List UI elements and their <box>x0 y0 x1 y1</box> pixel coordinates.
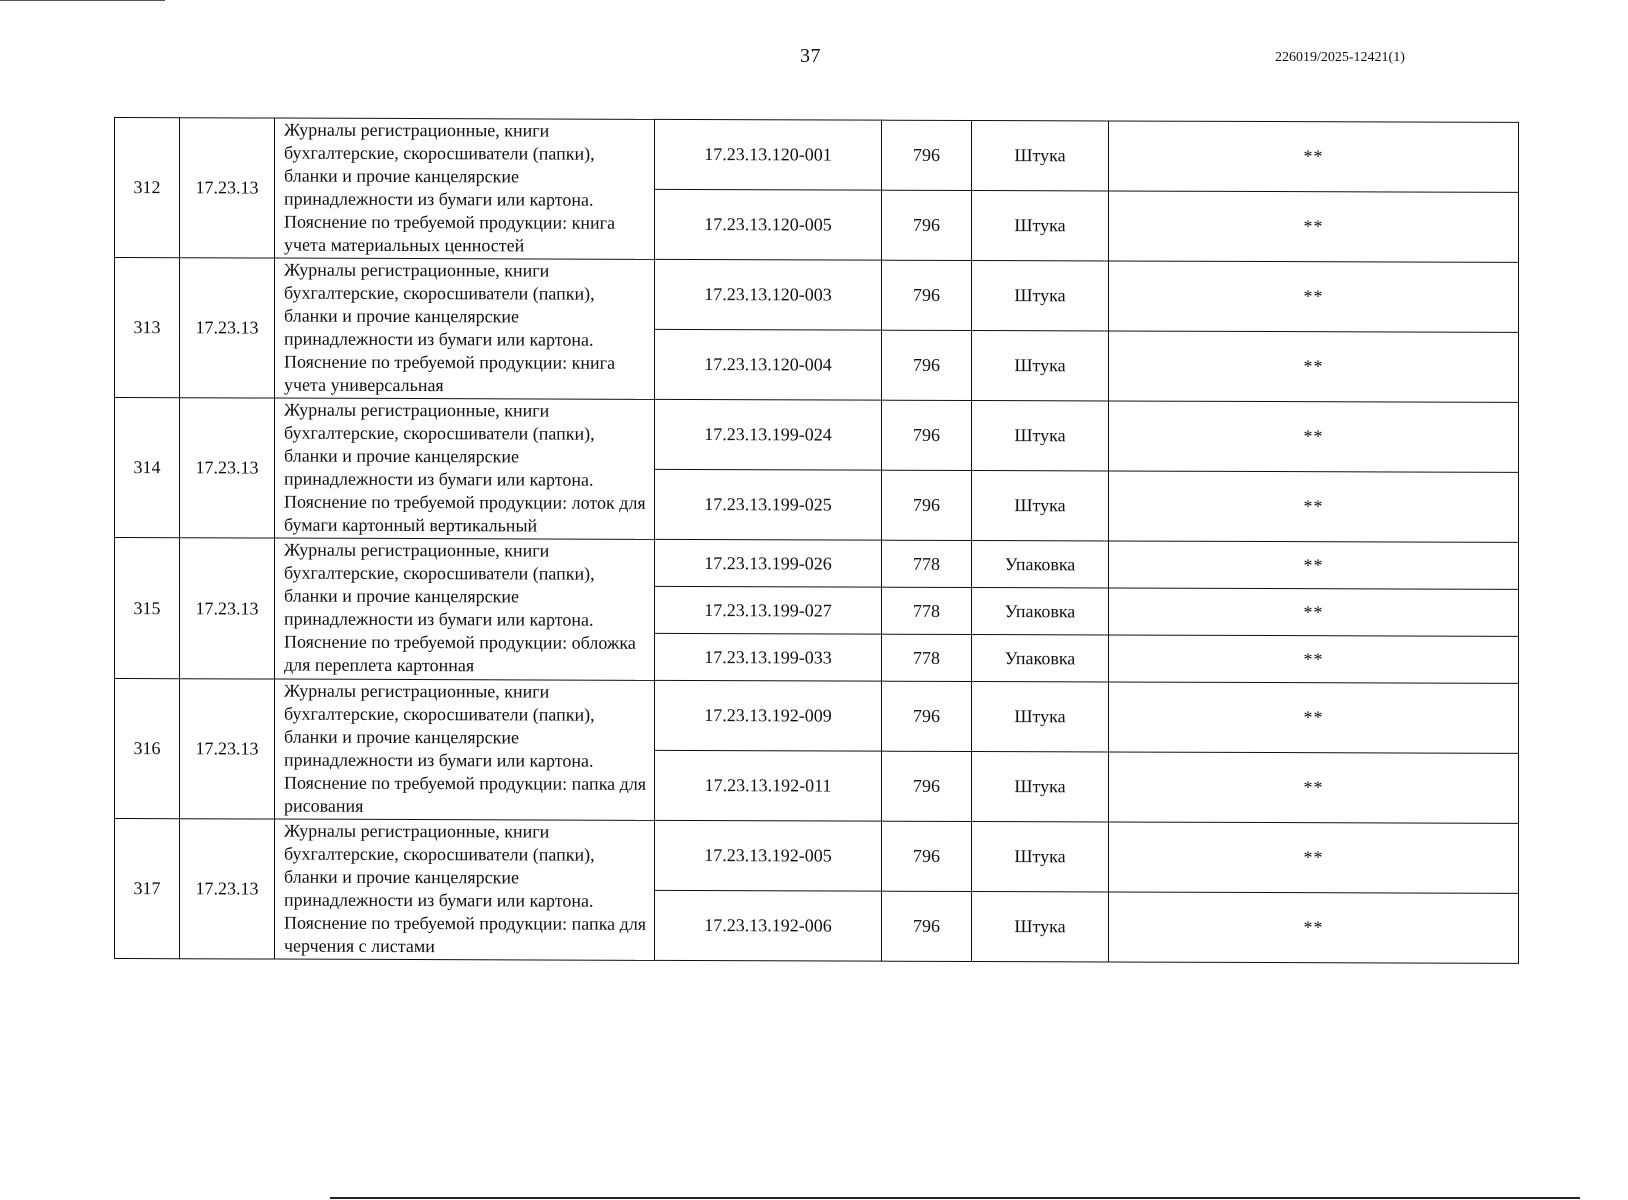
okpd-code-cell: 17.23.13 <box>180 538 275 679</box>
row-number-cell: 315 <box>115 538 180 679</box>
unit-cell: Упаковка <box>972 587 1109 634</box>
ktru-code-cell: 17.23.13.120-005 <box>655 189 882 260</box>
unit-cell: Упаковка <box>972 634 1109 681</box>
okpd-code-cell: 17.23.13 <box>180 679 275 819</box>
ktru-code-cell: 17.23.13.120-003 <box>655 259 882 330</box>
ktru-code-cell: 17.23.13.192-006 <box>655 890 882 961</box>
scan-edge-bottom <box>330 1197 1580 1199</box>
table-row <box>115 118 1519 193</box>
okei-code-cell: 778 <box>882 587 972 634</box>
row-number-cell: 316 <box>115 679 180 819</box>
document-id: 226019/2025-12421(1) <box>1275 50 1405 65</box>
requirements-cell: ** <box>1109 121 1519 192</box>
row-number-cell: 313 <box>115 258 180 398</box>
description-cell: Журналы регистрационные, книги бухгалтерские, скоросшиватели (папки), бланки и прочие канцелярские принадлежности из бумаги или картона. Пояснение по требуемой продукции: папка для черчения с листами <box>275 819 655 960</box>
okei-code-cell: 796 <box>882 821 972 891</box>
ktru-code-cell: 17.23.13.199-027 <box>655 586 882 634</box>
okei-code-cell: 778 <box>882 540 972 587</box>
unit-cell: Штука <box>972 751 1109 821</box>
okei-code-cell: 796 <box>882 190 972 260</box>
requirements-cell: ** <box>1109 191 1519 262</box>
description-cell: Журналы регистрационные, книги бухгалтерские, скоросшиватели (папки), бланки и прочие канцелярские принадлежности из бумаги или картона. Пояснение по требуемой продукции: папка для рисования <box>275 679 655 820</box>
description-cell: Журналы регистрационные, книги бухгалтерские, скоросшиватели (папки), бланки и прочие канцелярские принадлежности из бумаги или картона. Пояснение по требуемой продукции: книга учета универсальная <box>275 258 655 399</box>
description-cell: Журналы регистрационные, книги бухгалтерские, скоросшиватели (папки), бланки и прочие канцелярские принадлежности из бумаги или картона. Пояснение по требуемой продукции: лоток для бумаги картонный вертикальный <box>275 398 655 539</box>
okpd-code-cell: 17.23.13 <box>180 258 275 398</box>
ktru-code-cell: 17.23.13.120-004 <box>655 329 882 400</box>
okei-code-cell: 796 <box>882 330 972 400</box>
unit-cell: Штука <box>972 470 1109 540</box>
unit-cell: Штука <box>972 400 1109 470</box>
okpd-code-cell: 17.23.13 <box>180 398 275 538</box>
table-row <box>115 819 1519 894</box>
okei-code-cell: 796 <box>882 891 972 961</box>
ktru-code-cell: 17.23.13.120-001 <box>655 119 882 190</box>
table-row <box>115 258 1519 333</box>
requirements-cell: ** <box>1109 401 1519 472</box>
okei-code-cell: 778 <box>882 634 972 681</box>
requirements-cell: ** <box>1109 682 1519 753</box>
ktru-code-cell: 17.23.13.199-024 <box>655 399 882 470</box>
requirements-cell: ** <box>1109 588 1519 636</box>
table-row <box>115 679 1519 754</box>
description-cell: Журналы регистрационные, книги бухгалтерские, скоросшиватели (папки), бланки и прочие канцелярские принадлежности из бумаги или картона. Пояснение по требуемой продукции: книга учета материальных ценностей <box>275 118 655 259</box>
scan-edge-top <box>0 0 165 1</box>
unit-cell: Штука <box>972 190 1109 260</box>
table-row <box>115 398 1519 473</box>
row-number-cell: 312 <box>115 118 180 258</box>
ktru-code-cell: 17.23.13.199-033 <box>655 633 882 681</box>
unit-cell: Упаковка <box>972 540 1109 587</box>
ktru-code-cell: 17.23.13.199-026 <box>655 539 882 587</box>
ktru-code-cell: 17.23.13.192-009 <box>655 680 882 751</box>
okpd-code-cell: 17.23.13 <box>180 118 275 258</box>
requirements-cell: ** <box>1109 331 1519 402</box>
okei-code-cell: 796 <box>882 470 972 540</box>
okei-code-cell: 796 <box>882 400 972 470</box>
okei-code-cell: 796 <box>882 260 972 330</box>
row-number-cell: 317 <box>115 819 180 959</box>
row-number-cell: 314 <box>115 398 180 538</box>
table-row <box>115 538 1519 590</box>
unit-cell: Штука <box>972 120 1109 190</box>
requirements-cell: ** <box>1109 261 1519 332</box>
goods-table <box>114 117 1519 964</box>
requirements-cell: ** <box>1109 892 1519 963</box>
unit-cell: Штука <box>972 330 1109 400</box>
goods-table-body <box>115 118 1519 964</box>
unit-cell: Штука <box>972 260 1109 330</box>
okei-code-cell: 796 <box>882 120 972 190</box>
unit-cell: Штука <box>972 821 1109 891</box>
requirements-cell: ** <box>1109 752 1519 823</box>
okpd-code-cell: 17.23.13 <box>180 819 275 959</box>
ktru-code-cell: 17.23.13.199-025 <box>655 469 882 540</box>
requirements-cell: ** <box>1109 635 1519 683</box>
unit-cell: Штука <box>972 681 1109 751</box>
requirements-cell: ** <box>1109 822 1519 893</box>
okei-code-cell: 796 <box>882 681 972 751</box>
unit-cell: Штука <box>972 891 1109 961</box>
ktru-code-cell: 17.23.13.192-005 <box>655 820 882 891</box>
ktru-code-cell: 17.23.13.192-011 <box>655 750 882 821</box>
page-number: 37 <box>800 45 821 67</box>
requirements-cell: ** <box>1109 541 1519 589</box>
description-cell: Журналы регистрационные, книги бухгалтерские, скоросшиватели (папки), бланки и прочие канцелярские принадлежности из бумаги или картона. Пояснение по требуемой продукции: обложка для переплета картонная <box>275 538 655 680</box>
requirements-cell: ** <box>1109 471 1519 542</box>
okei-code-cell: 796 <box>882 751 972 821</box>
